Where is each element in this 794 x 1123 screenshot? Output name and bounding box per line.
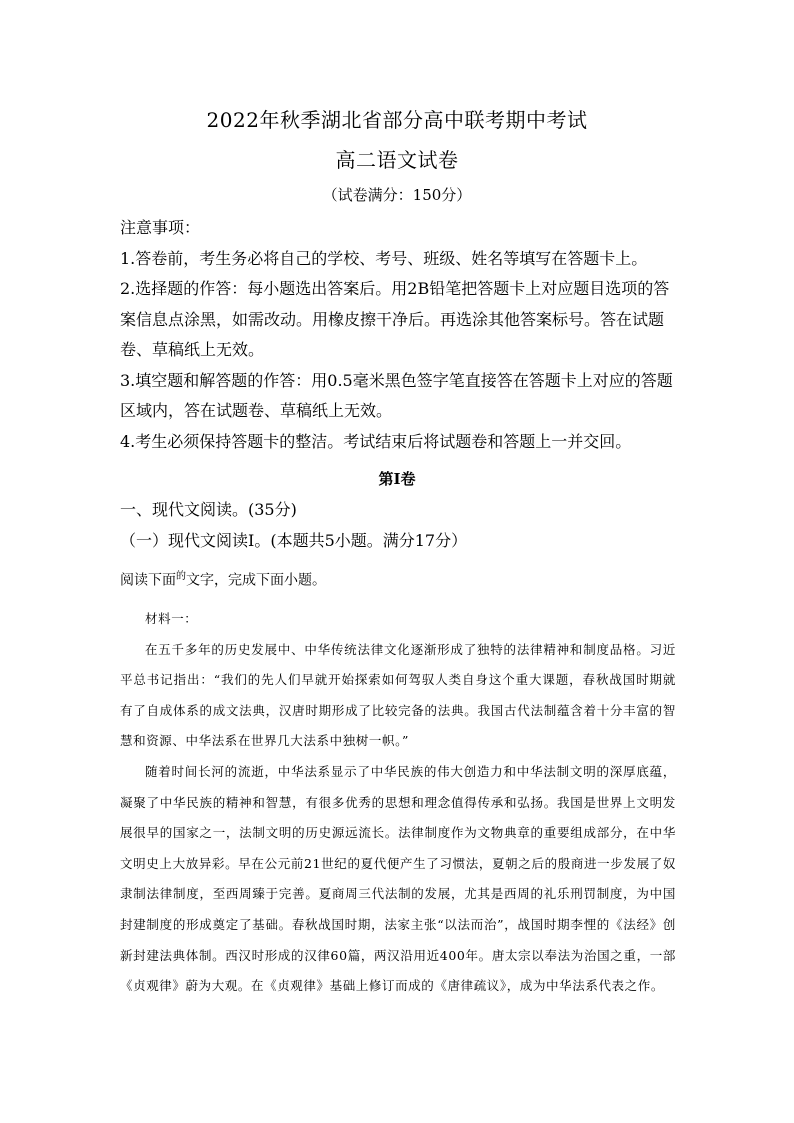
section-heading: 一、现代文阅读。(35分): [120, 500, 297, 519]
notes-item-4: 4.考生必须保持答题卡的整洁。考试结束后将试题卷和答题上一并交回。: [120, 431, 632, 451]
subsection-heading: （一）现代文阅读Ⅰ。(本题共5小题。满分17分）: [120, 531, 468, 550]
notes-item-2: 2.选择题的作答：每小题选出答案后。用2B铅笔把答题卡上对应题目选项的答案信息点涂黑，如需改动。用橡皮擦干净后。再选涂其他答案标号。答在试题卷、草稿纸上无效。: [120, 279, 670, 359]
exam-title: 2022年秋季湖北省部分高中联考期中考试: [206, 108, 588, 132]
notes-section: [120, 213, 680, 457]
notes-item-3: 3.填空题和解答题的作答：用0.5毫米黑色签字笔直接答在答题卡上对应的答题区域内，答在试题卷、草稿纸上无效。: [120, 370, 673, 420]
notes-heading: 注意事项：: [120, 218, 201, 237]
material-label: 材料一：: [145, 611, 198, 626]
notes-item-1: 1.答卷前，考生务必将自己的学校、考号、班级、姓名等填写在答题卡上。: [120, 248, 648, 268]
material-paragraph-2: 随着时间长河的流逝，中华法系显示了中华民族的伟大创造力和中华法制文明的深厚底蕴，凝聚了中华民族的精神和智慧，有很多优秀的思想和理念值得传承和弘扬。我国是世界上文明发展很早的国家之一，法制文明的历史源远流长。法律制度作为文物典章的重要组成部分，在中华文明史上大放异彩。早在公元前21世纪的夏代便产生了习惯法，夏朝之后的殷商进一步发展了奴隶制法律制度，至西周臻于完善。夏商周三代法制的发展，尤其是西周的礼乐刑罚制度，为中国封建制度的形成奠定了基础。春秋战国时期，法家主张“以法而治”，战国时期李悝的《法经》创新封建法典体制。西汉时形成的汉律60篇，两汉沿用近400年。唐太宗以奉法为治国之重，一部《贞观律》蔚为大观。在《贞观律》基础上修订而成的《唐律疏议》，成为中华法系代表之作。: [120, 763, 676, 994]
instruction-superscript: 的: [176, 571, 186, 582]
material-body: [120, 604, 676, 1002]
part-label: 第Ⅰ卷: [378, 470, 416, 488]
score-note: （试卷满分：150分）: [322, 186, 472, 204]
instruction-text-after: 文字，完成下面小题。: [186, 571, 326, 588]
exam-subtitle: 高二语文试卷: [335, 148, 459, 172]
reading-instruction: [120, 567, 326, 590]
instruction-text-before: 阅读下面: [120, 571, 176, 588]
material-paragraph-1: 在五千多年的历史发展中、中华传统法律文化逐渐形成了独特的法律精神和制度品格。习近平总书记指出：“我们的先人们早就开始探索如何驾驭人类自身这个重大课题，春秋战国时期就有了自成体系的成文法典，汉唐时期形成了比较完备的法典。我国古代法制蕴含着十分丰富的智慧和资源、中华法系在世界几大法系中独树一帜。”: [120, 641, 676, 749]
